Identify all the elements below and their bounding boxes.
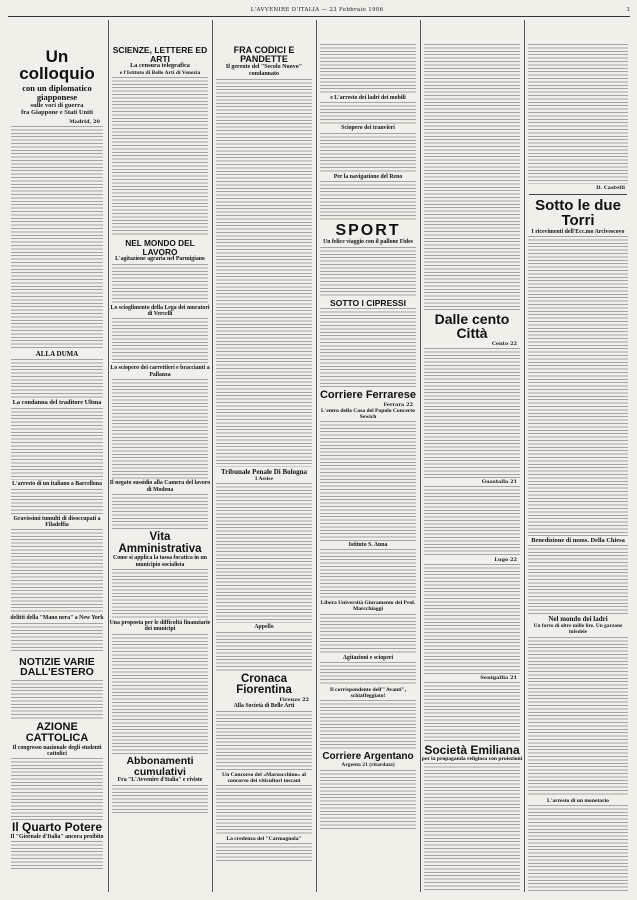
- article-body: [320, 614, 416, 654]
- headline-cronaca-fiorentina: Cronaca Fiorentina: [236, 672, 292, 697]
- article-body: [320, 102, 416, 124]
- heading-assise: I Assise: [255, 476, 273, 483]
- page-header: [8, 4, 630, 17]
- article-body: [112, 634, 208, 754]
- headline-sport: SPORT: [335, 222, 401, 240]
- article-body: [424, 564, 520, 674]
- heading-corrispondente: Il corrispondente dell'"Avanti", schiaffeggiato!: [329, 687, 407, 700]
- article-body: [112, 569, 208, 619]
- article-body: [112, 264, 208, 304]
- column-4: [316, 20, 419, 892]
- headline-lavoro: NEL MONDO DEL LAVORO: [125, 238, 195, 257]
- heading-condanna: La condanna del traditore Ultma: [12, 399, 102, 407]
- column-3: [212, 20, 315, 892]
- headline-notizie: NOTIZIE VARIE DALL'ESTERO: [19, 655, 95, 679]
- dateline: Madrid, 20: [69, 118, 100, 125]
- divider: [529, 194, 627, 195]
- heading-proposta: Una proposta per le difficoltà finanziarie dei municipi: [109, 620, 211, 633]
- dateline-firenze: Firenze 22: [279, 697, 309, 704]
- article-body: [112, 785, 208, 815]
- column-6: [524, 20, 631, 892]
- heading-arresto-monetario: L'arresto di un monetario: [547, 797, 609, 804]
- header-center: L'AVVENIRE D'ITALIA — 23 Febbraio 1906: [250, 7, 384, 13]
- article-body: [11, 841, 103, 871]
- article-body: [112, 494, 208, 530]
- headline-corriere-ferrarese: Corriere Ferrarese: [319, 389, 416, 402]
- heading-gravissimi: Gravissimi tumulti di disoccupati a Filadelfia: [13, 515, 101, 528]
- heading-giornale: Il "Giornale d'Italia" ancora proibito: [10, 833, 104, 840]
- article-body: [320, 181, 416, 221]
- article-body: [424, 486, 520, 556]
- header-page-number: 3: [626, 7, 630, 13]
- heading-censura: La censura telegrafica: [130, 62, 190, 70]
- heading-scioperi: Lo sciopero dei carrettieri e braccianti a Pallanza: [110, 365, 210, 378]
- headline-abbonamenti: Abbonamenti cumulativi: [126, 754, 194, 778]
- article-body: [320, 44, 416, 94]
- heading-congresso: Il congresso nazionale degli studenti cattolici: [12, 744, 102, 757]
- article-body: [11, 359, 103, 399]
- heading-agitazione: L'agitazione agraria nel Parmigiano: [115, 256, 205, 263]
- headline-vita-amministrativa: Vita Amministrativa: [118, 530, 202, 555]
- signature-castelli: D. Castelli: [596, 185, 625, 191]
- article-body: [528, 545, 628, 615]
- heading-gerente: Il gerente del "Secolo Nuovo" condannato: [225, 64, 303, 77]
- dateline-lugo: Lugo 22: [494, 556, 517, 563]
- column-5: [420, 20, 523, 892]
- article-body: [320, 662, 416, 686]
- dateline-cento: Cento 22: [491, 340, 517, 347]
- heading-ricevimenti: I ricevimenti dell'Ecc.mo Arcivescovo: [531, 228, 625, 235]
- article-body: [11, 758, 103, 820]
- dateline-argenta: Argenta 21 (ritardata): [341, 762, 395, 769]
- dateline-guastalla: Guastalla 21: [481, 478, 517, 485]
- article-body: [320, 133, 416, 173]
- article-body: [320, 700, 416, 750]
- subheadline-2: fra Giappone e Stati Uniti: [21, 109, 93, 117]
- article-body: [216, 632, 312, 672]
- dateline-ferrara: Ferrara 22: [383, 401, 413, 408]
- heading-delitti: delitti della "Mano nera" a New York: [10, 615, 104, 622]
- article-body: [11, 623, 103, 653]
- article-body: [320, 770, 416, 830]
- article-body: [528, 637, 628, 797]
- heading-agitazioni: Agitazioni e scioperi: [342, 654, 394, 661]
- heading-concorso: Un Concorso del «Marzocchino» al concorso dei viticultori toscani: [222, 771, 306, 784]
- article-body: [424, 44, 520, 310]
- heading-sciopero-tranvieri: Sciopero dei tranvieri: [341, 125, 395, 132]
- article-body: [11, 126, 103, 348]
- article-body: [216, 483, 312, 623]
- subheadline-1: sulle voci di guerra: [30, 102, 84, 110]
- dateline-senigallia: Senigallia 21: [480, 674, 517, 681]
- article-body: [320, 421, 416, 541]
- article-body: [320, 549, 416, 599]
- article-body: [528, 236, 628, 536]
- heading-arresto: L'arresto di un italiano a Barcellona: [12, 481, 102, 488]
- article-body: [112, 379, 208, 479]
- heading-felice-viaggio: Un felice viaggio con il pallone Fides: [323, 239, 413, 246]
- heading-propaganda: per la propaganda religiosa con proiezioni: [421, 755, 523, 762]
- article-body: [112, 77, 208, 237]
- heading-mondo-ladri: Nel mondo dei ladri: [548, 615, 608, 624]
- article-body: [112, 318, 208, 364]
- article-body: [424, 763, 520, 892]
- article-body: [528, 805, 628, 892]
- article-body: [11, 529, 103, 614]
- article-body: [11, 408, 103, 480]
- heading-furto: Un furto di oltre mille lire. Un garzone infedele: [533, 622, 623, 635]
- headline-societa-emiliana: Società Emiliana: [424, 742, 520, 757]
- headline-corriere-argentano: Corriere Argentano: [322, 751, 414, 763]
- article-body: [528, 44, 628, 184]
- heading-istituto-sant-anna: Istituto S. Anna: [348, 541, 388, 548]
- heading-scioglimento: Lo scioglimento della Lega dei muratori di Vercelli: [110, 304, 210, 318]
- heading-tribunale: Tribunale Penale Di Bologna: [220, 467, 308, 476]
- headline-due-torri: Sotto le due Torri: [535, 197, 621, 230]
- article-body: [216, 711, 312, 771]
- article-body: [216, 785, 312, 835]
- headline-diplomatico: con un diplomatico giapponese: [22, 82, 92, 102]
- article-body: [320, 247, 416, 297]
- heading-benedizione: Benedizione di mons. Della Chiesa: [531, 536, 625, 544]
- heading-arresto-ladri: e L'arresto dei ladri dei mobili: [330, 95, 406, 101]
- heading-tassa: Come si applica la tassa focatica in un municipio socialista: [113, 555, 207, 568]
- column-1: [8, 20, 106, 892]
- heading-navigazione: Per la navigazione del Reno: [333, 173, 403, 180]
- heading-duma: ALLA DUMA: [35, 349, 79, 358]
- heading-casa-popolo: L'entro della Casa del Popolo Concerto Sewich: [321, 407, 415, 420]
- headline-colloquio: Un colloquio: [19, 47, 95, 84]
- article-body: [216, 79, 312, 467]
- heading-negato: Il negato sussidio alla Camera del lavoro di Modena: [109, 480, 211, 493]
- headline-cento-citta: Dalle cento Città: [434, 311, 510, 342]
- heading-appello: Appello: [254, 624, 274, 631]
- column-2: [108, 20, 211, 892]
- headline-azione-cattolica: AZIONE CATTOLICA: [25, 721, 89, 745]
- headline-scienze: SCIENZE, LETTERE ED ARTI: [112, 45, 208, 64]
- heading-carmagnola: La credenza del "Carmagnola": [226, 835, 302, 842]
- headline-cipressi: SOTTO I CIPRESSI: [330, 297, 406, 308]
- article-body: [11, 680, 103, 720]
- article-body: [424, 682, 520, 742]
- article-body: [11, 489, 103, 515]
- heading-istituto: e l'Istituto di Belle Arti di Venezia: [119, 70, 201, 77]
- article-body: [216, 843, 312, 863]
- headline-codici: FRA CODICI E PANDETTE: [233, 45, 295, 65]
- heading-abbonamenti-sub: Fra "L'Avvenire d'Italia" e riviste: [117, 777, 203, 784]
- heading-societa-belle-arti: Alla Società di Belle Arti: [233, 703, 295, 710]
- article-body: [320, 308, 416, 388]
- heading-libera-universita: Libera Università Giuramento del Prof. Marcchiaggi: [320, 600, 416, 613]
- article-body: [424, 348, 520, 478]
- headline-quarto-potere: Il Quarto Potere: [11, 820, 103, 835]
